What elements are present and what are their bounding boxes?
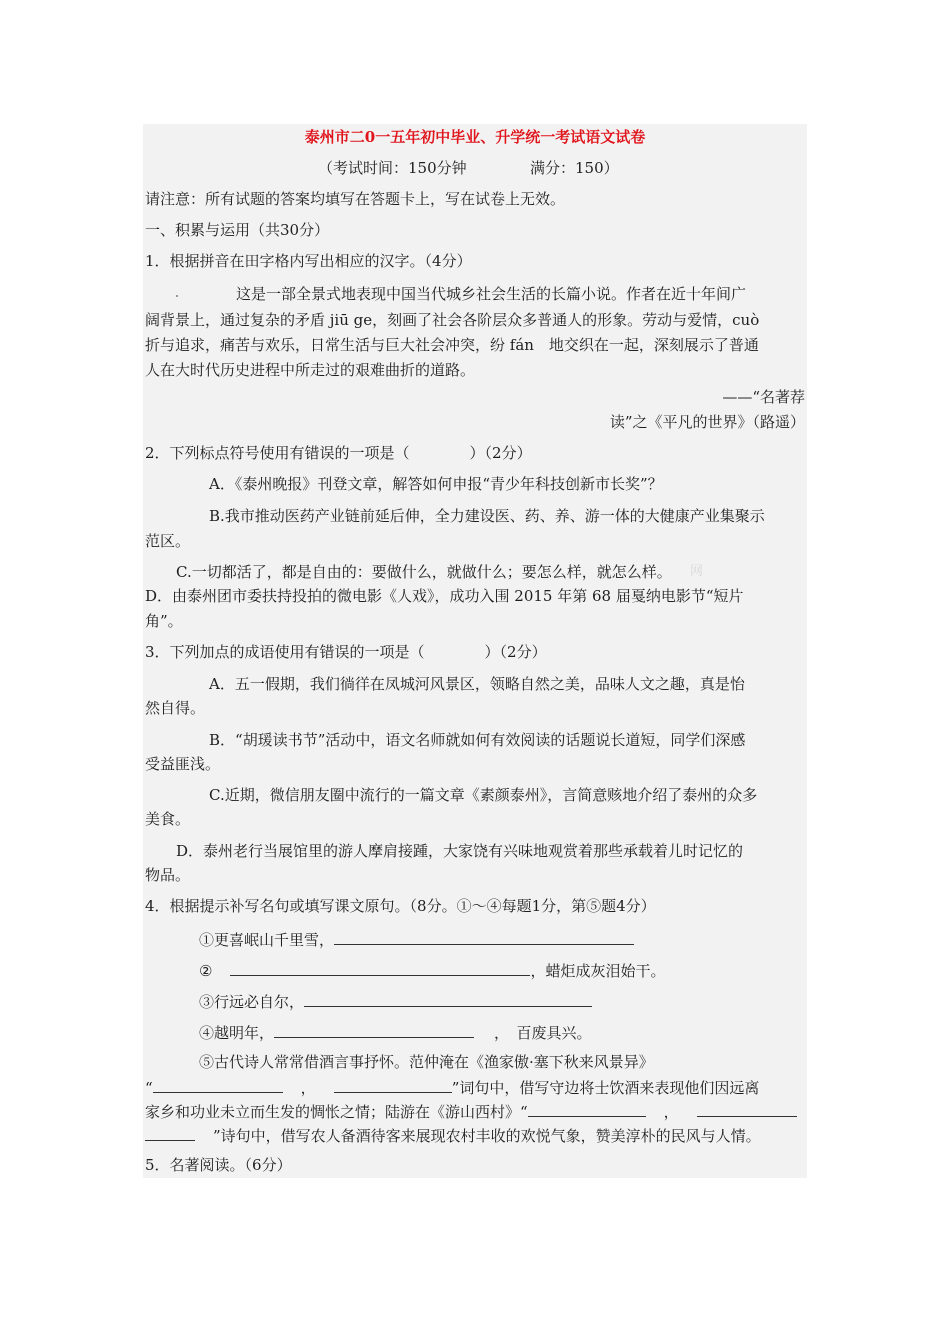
q1-passage-line: 这是一部全景式地表现中国当代城乡社会生活的长篇小说。作者在近十年间广 — [236, 285, 747, 303]
q4-item-5-text: 家乡和功业未立而生发的惆怅之情；陆游在《游山西村》“ — [145, 1103, 528, 1121]
watermark-stamp: 网 — [690, 564, 704, 579]
exam-notice: 请注意：所有试题的答案均填写在答题卡上，写在试卷上无效。 — [145, 190, 566, 208]
q3-option-b-cont: 受益匪浅。 — [145, 755, 221, 773]
q2-option-c: C.一切都活了，都是自由的：要做什么，就做什么；要怎么样，就怎么样。 — [176, 563, 672, 581]
answer-blank[interactable] — [528, 1100, 646, 1117]
q1-source: ——“名著荐 — [722, 388, 805, 406]
q5-stem: 5．名著阅读。（6分） — [145, 1156, 292, 1174]
answer-blank[interactable] — [153, 1076, 283, 1093]
answer-blank[interactable] — [145, 1124, 195, 1141]
q4-item-1-text: ①更喜岷山千里雪， — [199, 931, 335, 949]
q3-stem: 3．下列加点的成语使用有错误的一项是（ ）（2分） — [145, 643, 547, 661]
q1-source: 读”之《平凡的世界》（路遥） — [609, 413, 805, 431]
q4-item-3 — [199, 990, 592, 1012]
q2-option-d-cont: 角”。 — [145, 612, 183, 630]
answer-blank[interactable] — [334, 1076, 452, 1093]
q4-stem: 4．根据提示补写名句或填写课文原句。（8分。①～④每题1分，第⑤题4分） — [145, 897, 656, 915]
q4-item-1 — [199, 928, 634, 950]
comma: ， — [300, 1079, 316, 1097]
q4-item-5-text: ”词句中，借写守边将士饮酒来表现他们因远离 — [451, 1079, 760, 1097]
section-heading: 一、积累与运用（共30分） — [145, 221, 330, 239]
quote-open: “ — [145, 1079, 153, 1097]
q4-item-3-text: ③行远必自尔， — [199, 993, 305, 1011]
q4-item-5-text: ”诗句中，借写农人备酒待客来展现农村丰收的欢悦气象，赞美淳朴的民风与人情。 — [213, 1127, 761, 1145]
exam-title: 泰州市二0一五年初中毕业、升学统一考试语文试卷 — [304, 128, 646, 146]
answer-blank[interactable] — [334, 928, 634, 945]
q4-item-4 — [199, 1021, 592, 1043]
q3-option-a-cont: 然自得。 — [145, 699, 206, 717]
answer-blank[interactable] — [274, 1021, 474, 1038]
q4-item-2-num: ② — [199, 962, 213, 980]
comma: ， — [663, 1103, 679, 1121]
q2-option-b: B.我市推动医药产业链前延后伸，全力建设医、药、养、游一体的大健康产业集聚示 — [209, 507, 765, 525]
q3-option-b: B．“胡瑗读书节”活动中，语文名师就如何有效阅读的话题说长道短，同学们深感 — [209, 731, 746, 749]
exam-score: 满分：150） — [530, 159, 619, 177]
q1-passage-line: 折与追求，痛苦与欢乐，日常生活与巨大社会冲突，纷 fán 地交织在一起，深刻展示了普通 — [145, 336, 759, 354]
q2-stem: 2．下列标点符号使用有错误的一项是（ ）（2分） — [145, 444, 532, 462]
q2-option-a: A．《泰州晚报》刊登文章，解答如何申报“青少年科技创新市长奖”？ — [209, 475, 663, 493]
q3-option-c: C.近期，微信朋友圈中流行的一篇文章《素颜泰州》，言简意赅地介绍了泰州的众多 — [209, 786, 758, 804]
exam-time: （考试时间：150分钟 — [318, 159, 467, 177]
q3-option-d-cont: 物品。 — [145, 866, 191, 884]
q4-item-5-line2 — [145, 1100, 797, 1122]
q4-item-4-text: ④越明年， — [199, 1024, 275, 1042]
q3-option-d: D．泰州老行当展馆里的游人摩肩接踵，大家饶有兴味地观赏着那些承载着儿时记忆的 — [176, 842, 744, 860]
answer-blank[interactable] — [697, 1100, 797, 1117]
q1-passage-line: 阔背景上，通过复杂的矛盾 jiū ge，刻画了社会各阶层众多普通人的形象。劳动与爱情，cuò — [145, 311, 760, 329]
q3-option-c-cont: 美食。 — [145, 810, 191, 828]
decorative-dot — [176, 295, 178, 297]
q4-item-5: ⑤古代诗人常常借酒言事抒怀。范仲淹在《渔家傲·塞下秋来风景异》 — [199, 1053, 654, 1071]
q2-option-b-cont: 范区。 — [145, 532, 191, 550]
q1-stem: 1．根据拼音在田字格内写出相应的汉字。（4分） — [145, 252, 472, 270]
q4-item-5-line3 — [145, 1124, 761, 1146]
q4-item-2 — [199, 959, 665, 981]
q4-item-5-line1 — [145, 1076, 759, 1098]
q2-option-d: D．由泰州团市委扶持投拍的微电影《人戏》，成功入围 2015 年第 68 届戛纳电影节“短片 — [145, 587, 744, 605]
q1-passage-line: 人在大时代历史进程中所走过的艰难曲折的道路。 — [145, 361, 476, 379]
q3-option-a: A．五一假期，我们徜徉在凤城河风景区，领略自然之美，品味人文之趣，真是怡 — [209, 675, 745, 693]
q4-item-2-text: ，蜡炬成灰泪始干。 — [530, 962, 666, 980]
answer-blank[interactable] — [304, 990, 592, 1007]
q4-item-4-tail: ， 百废具兴。 — [494, 1024, 592, 1042]
answer-blank[interactable] — [230, 959, 530, 976]
